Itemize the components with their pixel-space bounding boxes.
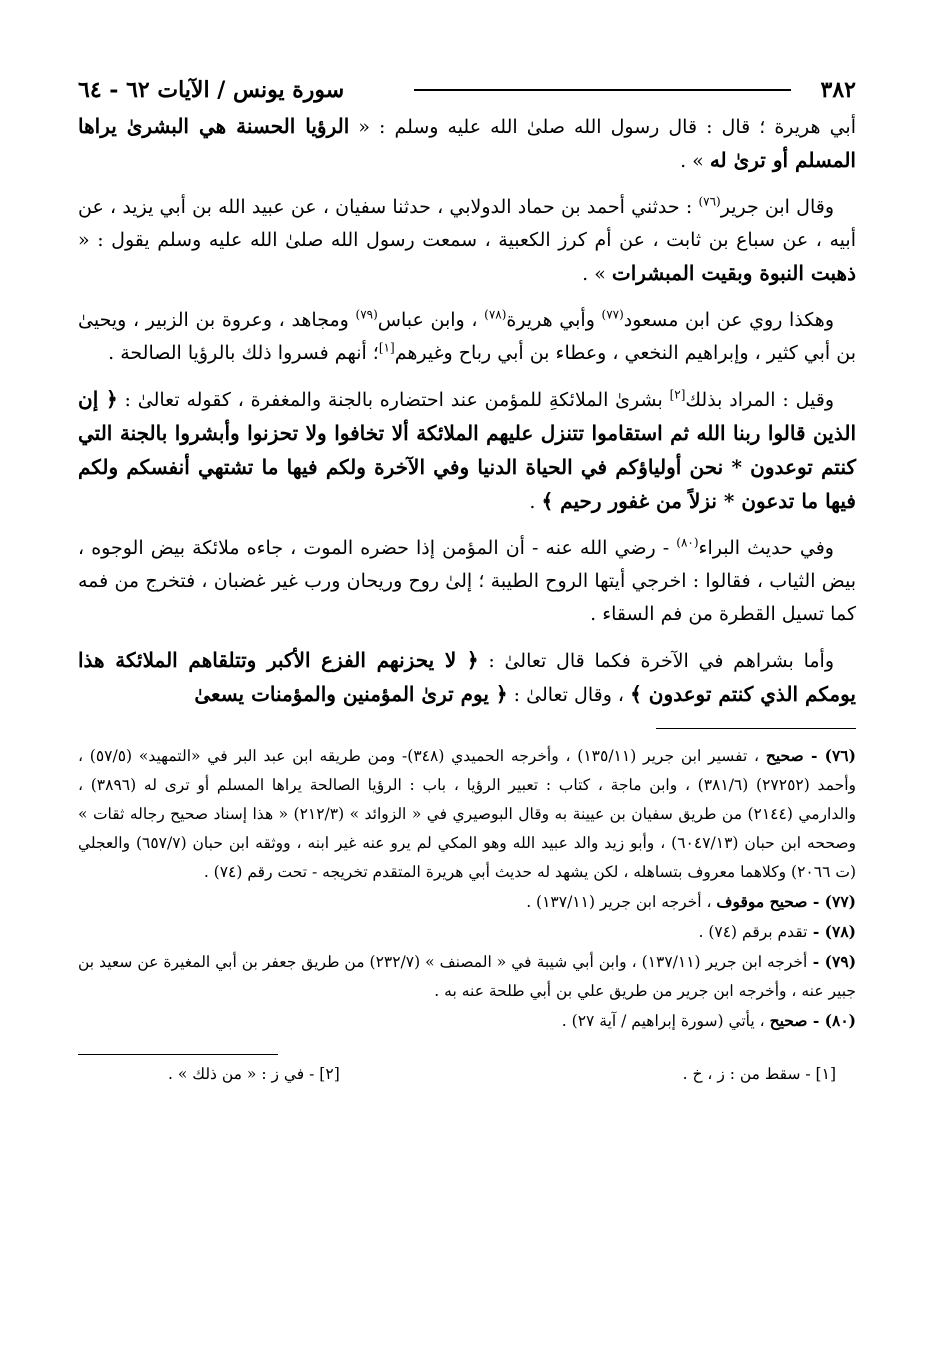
- paragraph: [78, 304, 856, 370]
- text-run: وقيل : المراد بذلك: [685, 389, 834, 411]
- text-run: .: [529, 491, 542, 513]
- emphasized-text: ذهبت النبوة وبقيت المبشرات: [611, 261, 856, 285]
- page-number: ٣٨٢: [820, 77, 856, 103]
- footnote-marker: (٧٧): [601, 307, 624, 322]
- editor-note: [١] - سقط من : ز ، خ .: [682, 1065, 836, 1083]
- footnote-marker: (٧٨): [484, 307, 507, 322]
- paragraph: [78, 110, 856, 178]
- text-run: وفي حديث البراء: [698, 537, 834, 559]
- footnote-marker: (٧٩): [355, 307, 378, 322]
- footnote-number: (٧٧) - صحيح موقوف: [716, 892, 856, 911]
- footnote: [78, 1006, 856, 1036]
- footnote-marker: (٧٦): [698, 194, 721, 209]
- footnotes: [78, 741, 856, 1036]
- text-run: ، وابن عباس: [377, 309, 485, 331]
- footnote: [78, 741, 856, 887]
- footnote-marker: [١]: [378, 340, 395, 355]
- paragraph: [78, 191, 856, 291]
- footnote-number: (٨٠) - صحيح: [769, 1011, 856, 1030]
- footnote-number: (٧٩) -: [807, 952, 857, 971]
- main-text: [78, 110, 856, 712]
- text-run: بشرىٰ الملائكةِ للمؤمن عند احتضاره بالجنة والمغفرة ، كقوله تعالىٰ :: [117, 389, 670, 411]
- footnote-number: (٧٨) -: [807, 922, 856, 941]
- text-run: وهكذا روي عن ابن مسعود: [623, 309, 834, 331]
- text-run: ، وقال تعالىٰ :: [507, 684, 631, 706]
- paragraph: [78, 532, 856, 631]
- footnote-marker: [٢]: [669, 387, 686, 402]
- text-run: » .: [680, 150, 710, 172]
- text-run: ؛ أنهم فسروا ذلك بالرؤيا الصالحة .: [108, 342, 379, 364]
- footnote-text: أخرجه ابن جرير (١٣٧/١١) ، وابن أبي شيبة في « المصنف » (٢٣٢/٧) من طريق جعفر بن أبي المغيرة عن سعيد بن جبير عنه ، وأخرجه ابن جرير من طريق علي بن أبي طلحة عنه به .: [78, 953, 856, 1000]
- editor-note: [٢] - في ز : « من ذلك » .: [168, 1065, 340, 1083]
- running-title: سورة يونس / الآيات ٦٢ - ٦٤: [78, 77, 345, 103]
- emphasized-text: ﴿ إن الذين قالوا ربنا الله ثم استقاموا تتنزل عليهم الملائكة ألا تخافوا ولا تحزنوا وأبشروا بالجنة التي كنتم توعدون * نحن أولياؤكم في الحياة الدنيا وفي الآخرة ولكم فيها ما تشتهي أنفسكم ولكم فيها ما تدعون * نزلاً من غفور رحيم ﴾: [78, 387, 856, 513]
- text-run: - رضي الله عنه - أن المؤمن إذا حضره الموت ، جاءه ملائكة بيض الوجوه ، بيض الثياب ، فقالوا : اخرجي أيتها الروح الطيبة ؛ إلىٰ روح وريحان ورب غير غضبان ، فتخرج من فمه كما تسيل القطرة من فم السقاء .: [78, 537, 856, 625]
- editor-notes: [78, 1065, 856, 1083]
- footnote: [78, 887, 856, 917]
- header-rule: [414, 89, 790, 91]
- text-run: أبي هريرة ؛ قال : قال رسول الله صلىٰ الله عليه وسلم : «: [349, 116, 857, 138]
- text-run: » .: [582, 263, 612, 285]
- page-header: [78, 70, 856, 110]
- text-run: وأبي هريرة: [506, 309, 602, 331]
- footnote: [78, 917, 856, 947]
- emphasized-text: الرؤيا الحسنة هي البشرىٰ يراها المسلم أو ترىٰ له: [78, 114, 856, 172]
- text-run: ومجاهد ، وعروة بن الزبير ، ويحيىٰ بن أبي كثير ، وإبراهيم النخعي ، وعطاء بن أبي رباح وغيرهم: [78, 309, 856, 364]
- text-run: : حدثني أحمد بن حماد الدولابي ، حدثنا سفيان ، عن عبيد الله بن أبي يزيد ، عن أبيه ، عن سباع بن ثابت ، عن أم كرز الكعبية ، سمعت رسول الله صلىٰ الله عليه وسلم يقول : «: [78, 196, 856, 251]
- footnote-text: ، تفسير ابن جرير (١٣٥/١١) ، وأخرجه الحميدي (٣٤٨)- ومن طريقه ابن عبد البر في «التمهيد» (٥٧/٥) ، وأحمد (٢٧٢٥٢) (٣٨١/٦) ، وابن ماجة ، كتاب : تعبير الرؤيا ، باب : الرؤيا الصالحة يراها المسلم أو ترى له (٣٨٩٦) ، والدارمي (٢١٤٤) من طريق سفيان بن عيينة به وقال البوصيري في « الزوائد » (٢١٢/٣) « هذا إسناد صحيح رجاله ثقات » وصححه ابن حبان (٦٠٤٧/١٣) ، وأبو زيد والد عبيد الله وهو المكي لم يرو عنه غير ابنه ، ووثقه ابن حبان (٦٥٧/٧) والعجلي (ت ٢٠٦٦) وكلاهما معروف بتساهله ، لكن يشهد له حديث أبي هريرة المتقدم تخريجه - تحت رقم (٧٤) .: [78, 747, 857, 881]
- footnote-marker: (٨٠): [676, 535, 699, 550]
- emphasized-text: ﴿ يوم ترىٰ المؤمنين والمؤمنات يسعىٰ: [194, 682, 508, 706]
- footnote: [78, 947, 856, 1006]
- paragraph: [78, 644, 856, 712]
- footnote-text: ، أخرجه ابن جرير (١٣٧/١١) .: [526, 893, 717, 911]
- paragraph: [78, 383, 856, 519]
- emphasized-text: ﴿ لا يحزنهم الفزع الأكبر وتتلقاهم الملائكة هذا يومكم الذي كنتم توعدون ﴾: [78, 648, 856, 706]
- editor-notes-separator: [78, 1054, 278, 1055]
- footnote-text: ، يأتي (سورة إبراهيم / آية ٢٧) .: [561, 1012, 770, 1030]
- footnote-number: (٧٦) - صحيح: [765, 746, 856, 765]
- text-run: وقال ابن جرير: [720, 196, 834, 218]
- footnote-separator: [656, 728, 856, 729]
- book-page: [78, 70, 856, 1289]
- footnote-text: تقدم برقم (٧٤) .: [698, 923, 808, 941]
- text-run: وأما بشراهم في الآخرة فكما قال تعالىٰ :: [478, 650, 834, 672]
